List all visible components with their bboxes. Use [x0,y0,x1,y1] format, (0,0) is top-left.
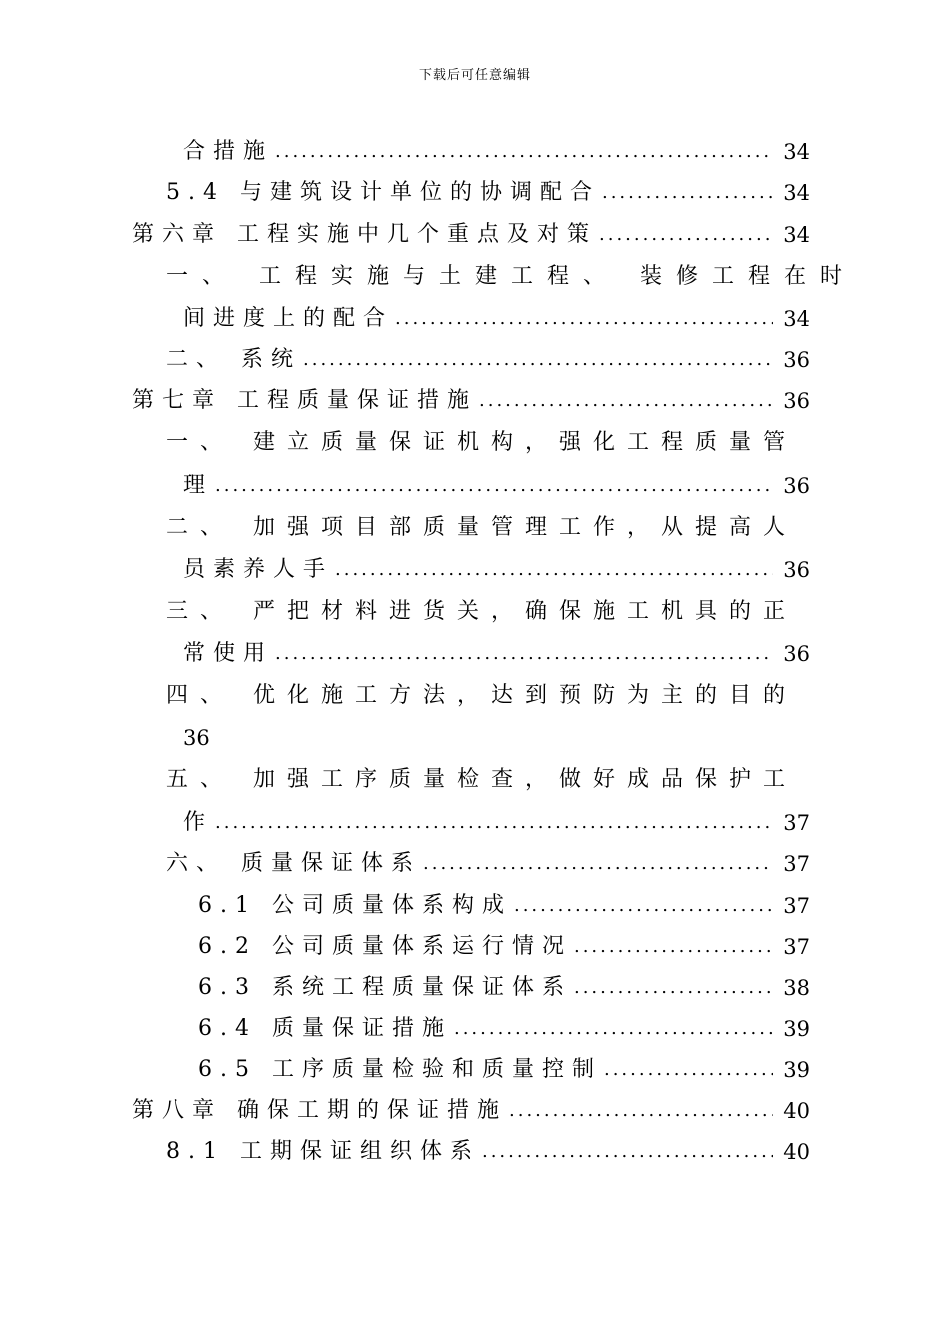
toc-entry-wrapped-line[interactable] [166,765,810,795]
toc-entry-title: 6.1 公司质量体系构成 [198,893,512,918]
toc-page-number: 36 [783,558,810,582]
toc-entry[interactable] [132,1096,810,1126]
toc-entry[interactable] [198,932,810,962]
toc-page-number: 36 [783,474,810,498]
toc-page-number: 37 [783,894,810,918]
toc-page-number: 37 [783,935,810,959]
toc-leader-dots [275,137,773,167]
toc-page-number: 36 [783,348,810,372]
toc-entry-title: 6.2 公司质量体系运行情况 [198,934,572,959]
toc-leader-dots [482,1137,773,1167]
toc-entry-wrapped-line[interactable] [166,681,797,711]
toc-entry[interactable] [183,808,810,838]
toc-entry[interactable] [198,891,810,921]
toc-leader-dots [574,973,773,1003]
toc-entry-wrapped-line[interactable] [166,428,810,458]
toc-entry-title: 8.1 工期保证组织体系 [166,1139,480,1164]
toc-page-number: 40 [783,1140,810,1164]
toc-entry[interactable] [183,555,810,585]
toc-leader-dots [479,386,773,416]
toc-entry-wrapped-line[interactable] [166,513,810,543]
toc-page-number: 36 [183,726,210,750]
toc-entry-title: 四、 优化施工方法，达到预防为主的目的 [166,683,797,708]
toc-entry-title: 一、 建立质量保证机构，强化工程质量管 [166,430,797,455]
toc-page-number: 37 [783,811,810,835]
toc-entry[interactable] [198,1055,810,1085]
toc-page-number: 34 [783,181,810,205]
toc-entry-title: 五、 加强工序质量检查，做好成品保护工 [166,767,797,792]
toc-page-number: 40 [783,1099,810,1123]
toc-entry-title: 二、 加强项目部质量管理工作，从提高人 [166,515,797,540]
toc-entry[interactable] [166,849,810,879]
toc-leader-dots [215,808,773,838]
toc-leader-dots [602,178,773,208]
toc-entry-title: 6.4 质量保证措施 [198,1016,452,1041]
toc-entry[interactable] [166,178,810,208]
toc-entry[interactable] [166,1137,810,1167]
toc-leader-dots [454,1014,773,1044]
toc-leader-dots [215,471,773,501]
toc-entry[interactable] [166,345,810,375]
toc-page-number: 36 [783,642,810,666]
toc-entry[interactable] [198,973,810,1003]
toc-leader-dots [335,555,773,585]
page-header-note: 下载后可任意编辑 [418,68,531,83]
toc-page-number: 36 [783,389,810,413]
toc-entry-title: 第六章 工程实施中几个重点及对策 [132,222,597,247]
toc-entry-title: 员素养人手 [183,557,334,582]
toc-entry-title: 间进度上的配合 [183,306,394,331]
toc-entry-title: 第八章 确保工期的保证措施 [132,1098,507,1123]
toc-leader-dots [395,304,773,334]
toc-entry-title: 合措施 [183,139,274,164]
toc-leader-dots [574,932,773,962]
toc-leader-dots [303,345,773,375]
toc-leader-dots [604,1055,773,1085]
toc-entry-title: 六、 质量保证体系 [166,851,421,876]
toc-page-number: 39 [783,1017,810,1041]
toc-entry-title: 三、 严把材料进货关，确保施工机具的正 [166,599,797,624]
toc-entry-title: 6.3 系统工程质量保证体系 [198,975,572,1000]
toc-leader-dots [423,849,773,879]
toc-entry-title: 作 [183,810,214,835]
toc-page-number: 34 [783,307,810,331]
toc-entry-title: 第七章 工程质量保证措施 [132,388,477,413]
toc-entry[interactable] [183,137,810,167]
toc-entry[interactable] [132,386,810,416]
toc-leader-dots [514,891,773,921]
toc-entry[interactable] [183,471,810,501]
toc-leader-dots [275,639,773,669]
toc-page-number: 37 [783,852,810,876]
toc-entry-title: 一、 工程实施与土建工程、 装修工程在时 [166,264,856,289]
toc-page-number: 39 [783,1058,810,1082]
toc-leader-dots [599,220,773,250]
toc-entry[interactable] [183,639,810,669]
toc-page-number: 38 [783,976,810,1000]
toc-entry-title: 常使用 [183,641,274,666]
toc-entry-wrapped-line[interactable] [166,262,856,292]
toc-entry-title: 理 [183,473,214,498]
toc-page-number: 34 [783,223,810,247]
toc-page-number: 34 [783,140,810,164]
toc-entry-title: 6.5 工序质量检验和质量控制 [198,1057,602,1082]
toc-entry-wrapped-line[interactable] [166,597,810,627]
toc-entry[interactable] [198,1014,810,1044]
toc-leader-dots [509,1096,773,1126]
toc-entry[interactable] [132,220,810,250]
toc-entry-title: 二、 系统 [166,347,301,372]
toc-entry[interactable] [183,304,810,334]
toc-entry-title: 5.4 与建筑设计单位的协调配合 [166,180,600,205]
